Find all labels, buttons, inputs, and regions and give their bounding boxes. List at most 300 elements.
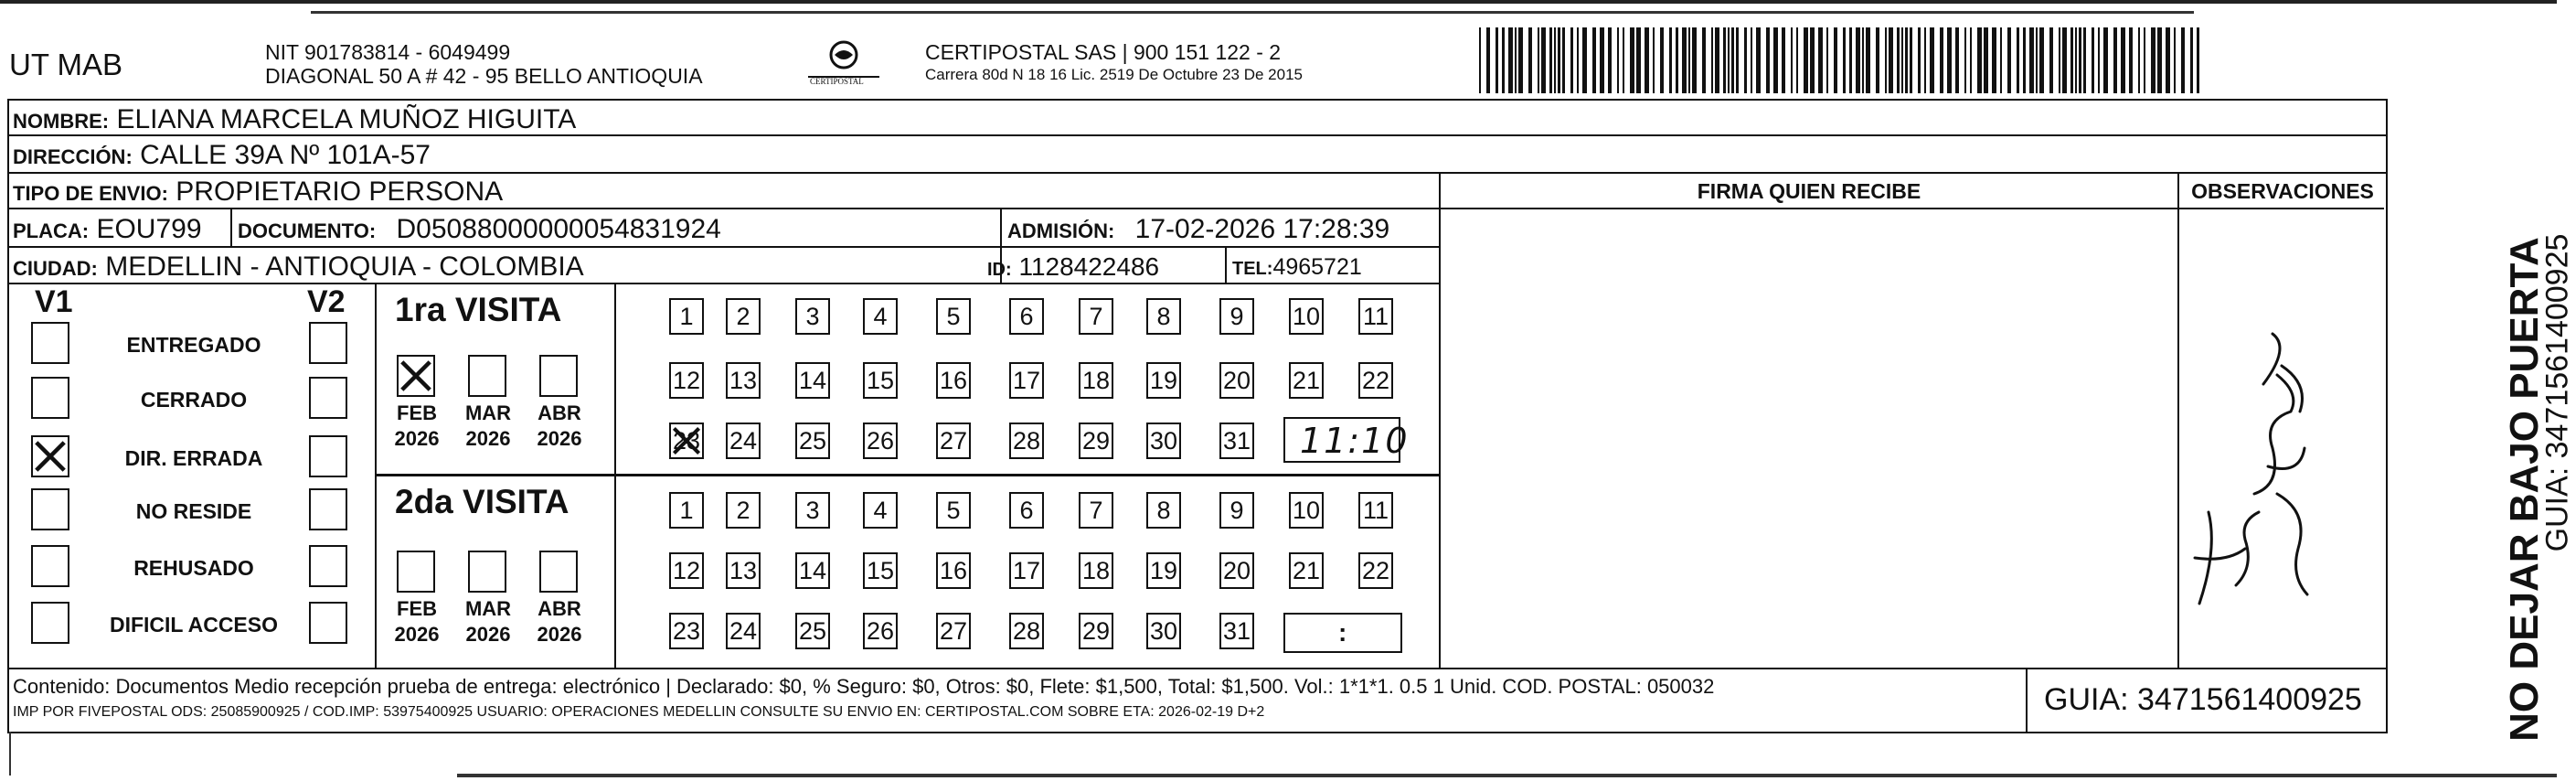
- barcode-bar: [2049, 27, 2053, 93]
- side-notice: NO DEJAR BAJO PUERTA: [2502, 237, 2547, 742]
- day-number: 7: [1089, 302, 1103, 330]
- second-visit-title: 2da VISITA: [395, 483, 569, 520]
- barcode-bar: [1486, 27, 1490, 93]
- barcode-bar: [1970, 27, 1972, 93]
- barcode-bar: [1562, 27, 1565, 93]
- barcode-bar: [1782, 27, 1785, 93]
- col-line: [2026, 668, 2028, 733]
- day-checkbox[interactable]: [1358, 552, 1393, 589]
- name-value: ELIANA MARCELA MUÑOZ HIGUITA: [116, 104, 577, 134]
- admission-field: [1007, 214, 1389, 245]
- day-checkbox[interactable]: [936, 552, 971, 589]
- city-value: MEDELLIN - ANTIOQUIA - COLOMBIA: [105, 251, 584, 282]
- day-checkbox[interactable]: [795, 552, 830, 589]
- day-checkbox[interactable]: [863, 423, 898, 459]
- barcode-bar: [1897, 27, 1900, 93]
- address-value: CALLE 39A Nº 101A-57: [140, 140, 431, 170]
- barcode-bar: [2113, 27, 2117, 93]
- day-number: 14: [798, 556, 827, 584]
- barcode-bar: [1736, 27, 1739, 93]
- barcode-bar: [1901, 27, 1903, 93]
- barcode-bar: [2129, 27, 2133, 93]
- barcode-bar: [1636, 27, 1641, 93]
- footer-line-2: IMP POR FIVEPOSTAL ODS: 25085900925 / COD.IMP: 53975400925 USUARIO: OPERACIONES MEDELLIN CONSULTE SU ENVIO EN: CERTIPOSTAL.COM SOBRE ETA: 2026-02-19 D+2: [13, 704, 1265, 720]
- day-number: 7: [1089, 496, 1103, 524]
- day-number: 2: [736, 302, 750, 330]
- day-checkbox[interactable]: [1079, 423, 1113, 459]
- day-checkbox[interactable]: [1009, 423, 1044, 459]
- type-value: PROPIETARIO PERSONA: [176, 177, 504, 207]
- barcode-bar: [1856, 27, 1860, 93]
- day-checkbox[interactable]: [726, 613, 761, 649]
- day-number: 12: [672, 366, 701, 394]
- day-number: 22: [1361, 366, 1390, 394]
- barcode-bar: [1479, 27, 1481, 93]
- barcode-bar: [2181, 27, 2185, 93]
- barcode-bar: [2144, 27, 2145, 93]
- barcode-bar: [2174, 27, 2176, 93]
- barcode-bar: [1834, 27, 1837, 93]
- day-number: 24: [729, 616, 758, 645]
- barcode-bar: [1810, 27, 1815, 93]
- barcode-bar: [2036, 27, 2038, 93]
- barcode-bar: [1723, 27, 1726, 93]
- day-checkbox[interactable]: [669, 298, 704, 335]
- document-field: [238, 214, 721, 245]
- day-checkbox[interactable]: [936, 362, 971, 399]
- day-checkbox[interactable]: [936, 492, 971, 529]
- day-number: 24: [729, 426, 758, 455]
- day-number: 28: [1012, 426, 1041, 455]
- day-checkbox[interactable]: [1009, 492, 1044, 529]
- first-visit-time: [1283, 417, 1410, 463]
- first-visit-time-value: 11:10: [1300, 421, 1410, 461]
- v1-checkbox[interactable]: [31, 322, 69, 364]
- month-checkbox[interactable]: [397, 551, 435, 593]
- barcode-bar: [1940, 27, 1943, 93]
- v1-checkbox[interactable]: [31, 602, 69, 644]
- day-number: 18: [1081, 556, 1111, 584]
- day-number: 28: [1012, 616, 1041, 645]
- day-number: 20: [1222, 556, 1251, 584]
- plate-label: PLACA:: [13, 219, 90, 242]
- day-number: 5: [946, 302, 961, 330]
- status-label: CERRADO: [140, 388, 248, 412]
- day-number: 25: [798, 616, 827, 645]
- day-checkbox[interactable]: [1079, 613, 1113, 649]
- barcode-bar: [2075, 27, 2077, 93]
- barcode-bar: [1508, 27, 1513, 93]
- second-visit-time: [1283, 613, 1402, 653]
- day-number: 29: [1081, 426, 1111, 455]
- barcode-bar: [1826, 27, 1828, 93]
- barcode-bar: [2062, 27, 2067, 93]
- barcode-bar: [1577, 27, 1579, 93]
- day-checkbox[interactable]: [1079, 362, 1113, 399]
- barcode-bar: [2098, 27, 2100, 93]
- day-checkbox[interactable]: [1146, 423, 1181, 459]
- barcode-bar: [1744, 27, 1747, 93]
- barcode-bar: [1630, 27, 1634, 93]
- day-number: 9: [1229, 302, 1244, 330]
- month-name: MAR: [464, 401, 512, 424]
- barcode-bar: [2007, 27, 2011, 93]
- month-label: [389, 401, 444, 452]
- month-label: [532, 596, 587, 647]
- status-label: ENTREGADO: [126, 333, 261, 357]
- day-checkbox[interactable]: [1219, 298, 1254, 335]
- barcode-bar: [1660, 27, 1664, 93]
- day-number: 30: [1149, 426, 1178, 455]
- month-year: 2026: [465, 623, 511, 646]
- barcode-bar: [1623, 27, 1624, 93]
- month-year: 2026: [537, 623, 582, 646]
- day-checkbox[interactable]: [1289, 362, 1324, 399]
- day-checkbox[interactable]: [669, 613, 704, 649]
- day-number: 6: [1019, 496, 1034, 524]
- day-checkbox[interactable]: [1079, 552, 1113, 589]
- barcode-bar: [1528, 27, 1532, 93]
- plate-field: [13, 214, 202, 245]
- day-checkbox[interactable]: [936, 298, 971, 335]
- handwritten-signature: [2190, 329, 2318, 622]
- day-number: 6: [1019, 302, 1034, 330]
- col-line: [2177, 172, 2179, 668]
- day-checkbox[interactable]: [863, 492, 898, 529]
- first-visit-title: 1ra VISITA: [395, 291, 562, 328]
- day-checkbox[interactable]: [1219, 613, 1254, 649]
- barcode-bar: [2151, 27, 2156, 93]
- barcode-bar: [1692, 27, 1697, 93]
- barcode-bar: [2070, 27, 2073, 93]
- city-field: [13, 251, 584, 283]
- footer-guide: GUIA: 3471561400925: [2044, 682, 2362, 717]
- row-line: [375, 474, 1439, 476]
- day-checkbox[interactable]: [1146, 552, 1181, 589]
- day-checkbox[interactable]: [1219, 492, 1254, 529]
- day-number: 15: [866, 366, 895, 394]
- day-checkbox[interactable]: [1009, 552, 1044, 589]
- barcode-bar: [2083, 27, 2086, 93]
- day-checkbox[interactable]: [795, 492, 830, 529]
- v2-checkbox[interactable]: [309, 377, 347, 419]
- barcode-bar: [1905, 27, 1908, 93]
- day-number: 9: [1229, 496, 1244, 524]
- day-checkbox[interactable]: [795, 423, 830, 459]
- day-checkbox[interactable]: [1146, 492, 1181, 529]
- day-number: 14: [798, 366, 827, 394]
- day-number: 19: [1149, 366, 1178, 394]
- month-label: [461, 596, 516, 647]
- v2-header: V2: [307, 284, 346, 319]
- barcode-bar: [1538, 27, 1539, 93]
- day-number: 13: [729, 556, 758, 584]
- day-number: 3: [805, 302, 820, 330]
- day-number: 11: [1362, 302, 1389, 330]
- day-number: 31: [1222, 616, 1251, 645]
- day-number: 22: [1361, 556, 1390, 584]
- day-number: 8: [1156, 496, 1171, 524]
- day-number: 11: [1362, 496, 1389, 524]
- month-checkbox[interactable]: [539, 551, 578, 593]
- day-checkbox[interactable]: [1146, 362, 1181, 399]
- day-number: 18: [1081, 366, 1111, 394]
- top-edge-line: [0, 0, 2557, 4]
- barcode: [1479, 27, 2203, 93]
- day-checkbox[interactable]: [1079, 492, 1113, 529]
- month-checkbox[interactable]: [539, 355, 578, 397]
- month-name: FEB: [397, 401, 437, 424]
- v1-checkbox[interactable]: [31, 545, 69, 587]
- col-line: [375, 284, 377, 668]
- col-line: [230, 209, 232, 246]
- city-label: CIUDAD:: [13, 257, 98, 280]
- day-checkbox[interactable]: [669, 492, 704, 529]
- day-number: 23: [672, 616, 701, 645]
- day-checkbox[interactable]: [726, 298, 761, 335]
- barcode-bar: [1682, 27, 1687, 93]
- day-checkbox[interactable]: [1219, 552, 1254, 589]
- month-name: ABR: [538, 401, 581, 424]
- barcode-bar: [1804, 27, 1808, 93]
- company-license: Carrera 80d N 18 16 Lic. 2519 De Octubre 23 De 2015: [925, 66, 1303, 83]
- month-checkbox[interactable]: [468, 551, 506, 593]
- barcode-bar: [1617, 27, 1619, 93]
- barcode-bar: [2190, 27, 2193, 93]
- barcode-bar: [1549, 27, 1552, 93]
- id-field: [987, 252, 1159, 282]
- day-number: 30: [1149, 616, 1178, 645]
- col-line: [1439, 172, 1441, 668]
- barcode-bar: [1977, 27, 1982, 93]
- barcode-bar: [2000, 27, 2002, 93]
- row-line: [7, 283, 1439, 284]
- day-checkbox[interactable]: [726, 362, 761, 399]
- bottom-edge-line-2: [457, 774, 2557, 777]
- id-label: ID:: [987, 260, 1012, 280]
- day-checkbox[interactable]: [795, 362, 830, 399]
- barcode-bar: [1731, 27, 1734, 93]
- v2-checkbox[interactable]: [309, 488, 347, 530]
- month-name: FEB: [397, 597, 437, 620]
- barcode-bar: [2197, 27, 2199, 93]
- barcode-bar: [1600, 27, 1604, 93]
- barcode-bar: [1582, 27, 1587, 93]
- v1-checkbox[interactable]: [31, 435, 69, 477]
- barcode-bar: [2166, 27, 2170, 93]
- name-label: NOMBRE:: [13, 110, 110, 133]
- day-number: 3: [805, 496, 820, 524]
- day-checkbox[interactable]: [726, 552, 761, 589]
- barcode-bar: [2029, 27, 2034, 93]
- day-checkbox[interactable]: [669, 552, 704, 589]
- day-checkbox[interactable]: [936, 423, 971, 459]
- barcode-bar: [1876, 27, 1879, 93]
- day-checkbox[interactable]: [1146, 613, 1181, 649]
- day-number: 26: [866, 426, 895, 455]
- day-checkbox[interactable]: [669, 423, 704, 459]
- day-number: 21: [1292, 366, 1321, 394]
- day-checkbox[interactable]: [863, 298, 898, 335]
- barcode-bar: [1910, 27, 1912, 93]
- status-label: DIR. ERRADA: [124, 446, 263, 470]
- day-number: 27: [939, 426, 968, 455]
- admission-label: ADMISIÓN:: [1007, 219, 1115, 242]
- day-number: 25: [798, 426, 827, 455]
- day-number: 5: [946, 496, 961, 524]
- day-number: 2: [736, 496, 750, 524]
- day-number: 21: [1292, 556, 1321, 584]
- address-label: DIRECCIÓN:: [13, 145, 133, 168]
- barcode-bar: [1818, 27, 1823, 93]
- type-field: [13, 177, 503, 208]
- day-checkbox[interactable]: [669, 362, 704, 399]
- day-checkbox[interactable]: [795, 613, 830, 649]
- barcode-bar: [2121, 27, 2125, 93]
- barcode-bar: [1570, 27, 1573, 93]
- day-number: 1: [679, 302, 694, 330]
- row-line: [7, 668, 2388, 669]
- day-number: 16: [939, 366, 968, 394]
- day-number: 26: [866, 616, 895, 645]
- barcode-bar: [1924, 27, 1926, 93]
- day-checkbox[interactable]: [863, 613, 898, 649]
- barcode-bar: [1558, 27, 1560, 93]
- barcode-bar: [2059, 27, 2060, 93]
- barcode-bar: [1688, 27, 1690, 93]
- barcode-bar: [2039, 27, 2044, 93]
- side-guide: GUIA: 3471561400925: [2539, 233, 2575, 552]
- barcode-bar: [1955, 27, 1959, 93]
- barcode-bar: [1992, 27, 1996, 93]
- month-year: 2026: [394, 427, 440, 450]
- admission-value: 17-02-2026 17:28:39: [1134, 214, 1390, 244]
- barcode-bar: [2023, 27, 2026, 93]
- day-checkbox[interactable]: [1358, 298, 1393, 335]
- barcode-bar: [2079, 27, 2081, 93]
- day-number: 12: [672, 556, 701, 584]
- barcode-bar: [1653, 27, 1655, 93]
- signature-header: FIRMA QUIEN RECIBE: [1697, 179, 1921, 203]
- barcode-bar: [2138, 27, 2140, 93]
- barcode-bar: [1541, 27, 1546, 93]
- barcode-bar: [1645, 27, 1649, 93]
- day-checkbox[interactable]: [1289, 298, 1324, 335]
- barcode-bar: [1766, 27, 1770, 93]
- day-checkbox[interactable]: [1358, 492, 1393, 529]
- month-checkbox[interactable]: [468, 355, 506, 397]
- tel-label: TEL:: [1232, 259, 1273, 279]
- barcode-bar: [1756, 27, 1761, 93]
- barcode-bar: [1843, 27, 1846, 93]
- day-checkbox[interactable]: [726, 423, 761, 459]
- barcode-bar: [1502, 27, 1505, 93]
- v2-checkbox[interactable]: [309, 322, 347, 364]
- day-checkbox[interactable]: [1219, 423, 1254, 459]
- barcode-bar: [1676, 27, 1678, 93]
- day-checkbox[interactable]: [1289, 492, 1324, 529]
- barcode-bar: [1885, 27, 1887, 93]
- barcode-bar: [1496, 27, 1498, 93]
- day-number: 17: [1012, 556, 1041, 584]
- plate-value: EOU799: [96, 214, 202, 244]
- day-checkbox[interactable]: [795, 298, 830, 335]
- day-checkbox[interactable]: [1009, 613, 1044, 649]
- barcode-bar: [1930, 27, 1934, 93]
- type-label: TIPO DE ENVIO:: [13, 182, 168, 205]
- barcode-bar: [1554, 27, 1556, 93]
- sender-address: DIAGONAL 50 A # 42 - 95 BELLO ANTIOQUIA: [265, 64, 703, 88]
- row-line: [7, 208, 2384, 209]
- day-checkbox[interactable]: [1009, 362, 1044, 399]
- document-label: DOCUMENTO:: [238, 219, 377, 242]
- month-checkbox[interactable]: [397, 355, 435, 397]
- barcode-bar: [1849, 27, 1852, 93]
- barcode-bar: [1711, 27, 1713, 93]
- v2-checkbox[interactable]: [309, 602, 347, 644]
- day-number: 19: [1149, 556, 1178, 584]
- day-number: 20: [1222, 366, 1251, 394]
- day-x-mark: [671, 424, 702, 457]
- barcode-bar: [1947, 27, 1952, 93]
- day-number: 27: [939, 616, 968, 645]
- status-label: NO RESIDE: [135, 499, 252, 523]
- barcode-bar: [1715, 27, 1719, 93]
- day-checkbox[interactable]: [1289, 552, 1324, 589]
- top-edge-line-2: [311, 11, 2194, 14]
- day-number: 17: [1012, 366, 1041, 394]
- day-number: 8: [1156, 302, 1171, 330]
- day-number: 4: [873, 302, 888, 330]
- day-number: 1: [679, 496, 694, 524]
- v1-header: V1: [35, 284, 73, 319]
- address-field: [13, 140, 431, 171]
- barcode-bar: [1796, 27, 1798, 93]
- day-checkbox[interactable]: [1009, 298, 1044, 335]
- day-checkbox[interactable]: [1219, 362, 1254, 399]
- day-number: 15: [866, 556, 895, 584]
- name-field: [13, 104, 576, 135]
- barcode-bar: [1515, 27, 1517, 93]
- day-checkbox[interactable]: [863, 552, 898, 589]
- barcode-bar: [1751, 27, 1752, 93]
- day-checkbox[interactable]: [1079, 298, 1113, 335]
- certipostal-logo: [803, 38, 885, 90]
- barcode-bar: [1518, 27, 1523, 93]
- day-number: 29: [1081, 616, 1111, 645]
- month-year: 2026: [394, 623, 440, 646]
- day-checkbox[interactable]: [726, 492, 761, 529]
- barcode-bar: [1608, 27, 1612, 93]
- day-number: 4: [873, 496, 888, 524]
- v2-checkbox[interactable]: [309, 435, 347, 477]
- v2-checkbox[interactable]: [309, 545, 347, 587]
- month-label: [389, 596, 444, 647]
- barcode-bar: [1964, 27, 1966, 93]
- v1-checkbox[interactable]: [31, 488, 69, 530]
- day-checkbox[interactable]: [863, 362, 898, 399]
- barcode-bar: [2157, 27, 2162, 93]
- barcode-bar: [1791, 27, 1793, 93]
- day-checkbox[interactable]: [1146, 298, 1181, 335]
- second-visit-time-value: :: [1338, 618, 1347, 647]
- v1-checkbox[interactable]: [31, 377, 69, 419]
- month-label: [532, 401, 587, 452]
- bottom-edge-line: [9, 732, 11, 776]
- day-checkbox[interactable]: [936, 613, 971, 649]
- day-checkbox[interactable]: [1358, 362, 1393, 399]
- barcode-bar: [2017, 27, 2019, 93]
